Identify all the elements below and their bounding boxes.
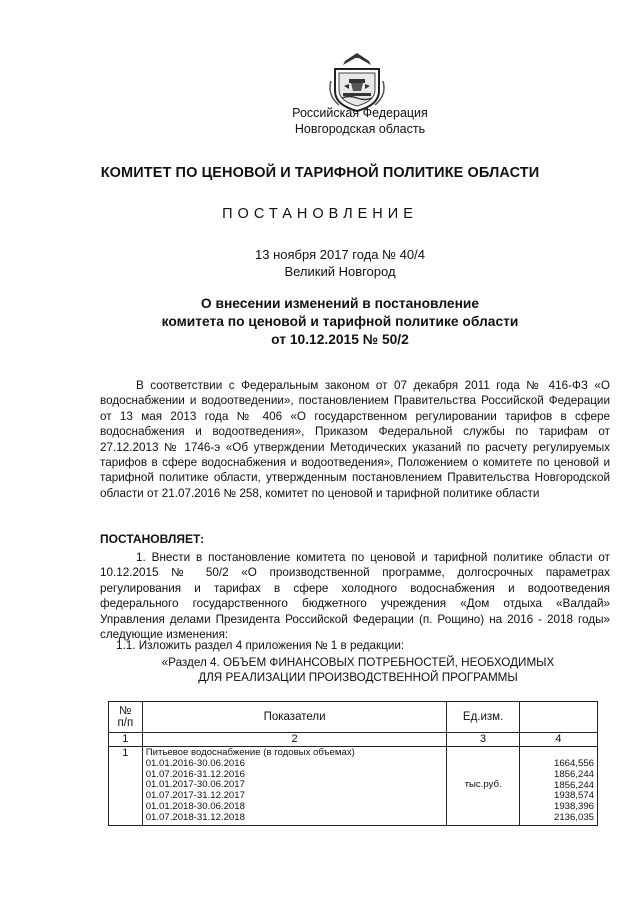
item-1-paragraph: 1. Внести в постановление комитета по ценовой и тарифной политике области от 10.12.2015 № 50/2 «О производственной программе, долгосрочных параметрах регулирования и тарифах в сфере холодного водоснабжения и водоотведения федерального государственного бюджетного учреждения «Дом отдыха «Валдай» Управления делами Президента Российской Федерации (п. Рощино) на 2016 - 2018 годы» следующие изменения: xyxy=(100,551,610,642)
document-subject xyxy=(40,295,640,349)
period-label: 01.07.2018-31.12.2018 xyxy=(145,811,245,823)
subject-line-2: комитета по ценовой и тарифной политике области xyxy=(161,314,519,329)
header-number-line-2: п/п xyxy=(117,717,134,729)
financial-needs-table xyxy=(108,701,598,826)
header-unit: Ед.изм. xyxy=(447,702,519,733)
period-value: 1664,556 xyxy=(553,758,594,769)
country-name: Российская Федерация xyxy=(292,106,428,120)
period-label: 01.07.2017-31.12.2017 xyxy=(145,790,245,802)
date-number: 13 ноября 2017 года № 40/4 xyxy=(255,247,425,262)
subject-line-3: от 10.12.2015 № 50/2 xyxy=(271,332,409,347)
table-row xyxy=(109,747,598,826)
period-value: 2136,035 xyxy=(553,811,594,823)
section-4-heading xyxy=(118,655,598,686)
column-number-3: 3 xyxy=(447,733,519,747)
preamble-paragraph: В соответствии с Федеральным законом от 07 декабря 2011 года № 416-ФЗ «О водоснабжении и водоотведении», постановлением Правительства Российской Федерации от 13 мая 2013 года № 406 «О государственном регулировании тарифов в сфере водоснабжения и водоотведения», Приказом Федеральной службы по тарифам от 27.12.2013 № 1746-э «Об утверждении Методических указаний по расчету регулируемых тарифов в сфере водоснабжения и водоотведения», Положением о комитете по ценовой и тарифной политике области, утвержденным постановлением Правительства Новгородской области от 21.07.2016 № 258, комитет по ценовой и тарифной политике области xyxy=(100,379,610,500)
date-block xyxy=(40,246,640,280)
item-1-1-paragraph: 1.1. Изложить раздел 4 приложения № 1 в редакции: xyxy=(116,639,405,652)
period-value: 1856,244 xyxy=(553,779,594,791)
committee-title: КОМИТЕТ ПО ЦЕНОВОЙ И ТАРИФНОЙ ПОЛИТИКЕ ОБЛАСТИ xyxy=(100,165,540,181)
header-number-line-1: № xyxy=(119,705,132,717)
coat-of-arms-icon xyxy=(329,51,385,113)
city-name: Великий Новгород xyxy=(284,264,396,279)
resolve-heading: ПОСТАНОВЛЯЕТ: xyxy=(100,532,205,546)
row-number: 1 xyxy=(109,747,143,826)
section-heading-line-2: ДЛЯ РЕАЛИЗАЦИИ ПРОИЗВОДСТВЕННОЙ ПРОГРАММЫ xyxy=(198,671,518,685)
header-value xyxy=(519,702,597,733)
period-label: 01.01.2017-30.06.2017 xyxy=(145,779,245,791)
document-type: ПОСТАНОВЛЕНИЕ xyxy=(222,206,418,222)
row-title: Питьевое водоснабжение (в годовых объемах) xyxy=(145,747,355,758)
column-number-1: 1 xyxy=(109,733,143,747)
section-heading-line-1: «Раздел 4. ОБЪЕМ ФИНАНСОВЫХ ПОТРЕБНОСТЕЙ, НЕОБХОДИМЫХ xyxy=(161,656,555,669)
issuer-block xyxy=(60,105,640,137)
column-number-2: 2 xyxy=(142,733,447,747)
column-number-4: 4 xyxy=(519,733,597,747)
period-label: 01.07.2016-31.12.2016 xyxy=(145,768,245,780)
header-number xyxy=(109,702,143,733)
period-value: 1938,396 xyxy=(553,801,594,813)
period-label: 01.01.2018-30.06.2018 xyxy=(145,800,245,812)
table-column-numbers-row xyxy=(109,733,598,747)
period-value: 1856,244 xyxy=(553,768,594,780)
row-indicator xyxy=(142,747,447,826)
table-header-row xyxy=(109,702,598,733)
row-values xyxy=(519,747,597,826)
row-unit: тыс.руб. xyxy=(447,747,519,826)
subject-line-1: О внесении изменений в постановление xyxy=(200,296,480,311)
region-name: Новгородская область xyxy=(294,122,426,136)
header-indicator: Показатели xyxy=(142,702,447,733)
period-value: 1938,574 xyxy=(553,790,594,802)
period-label: 01.01.2016-30.06.2016 xyxy=(145,757,245,769)
